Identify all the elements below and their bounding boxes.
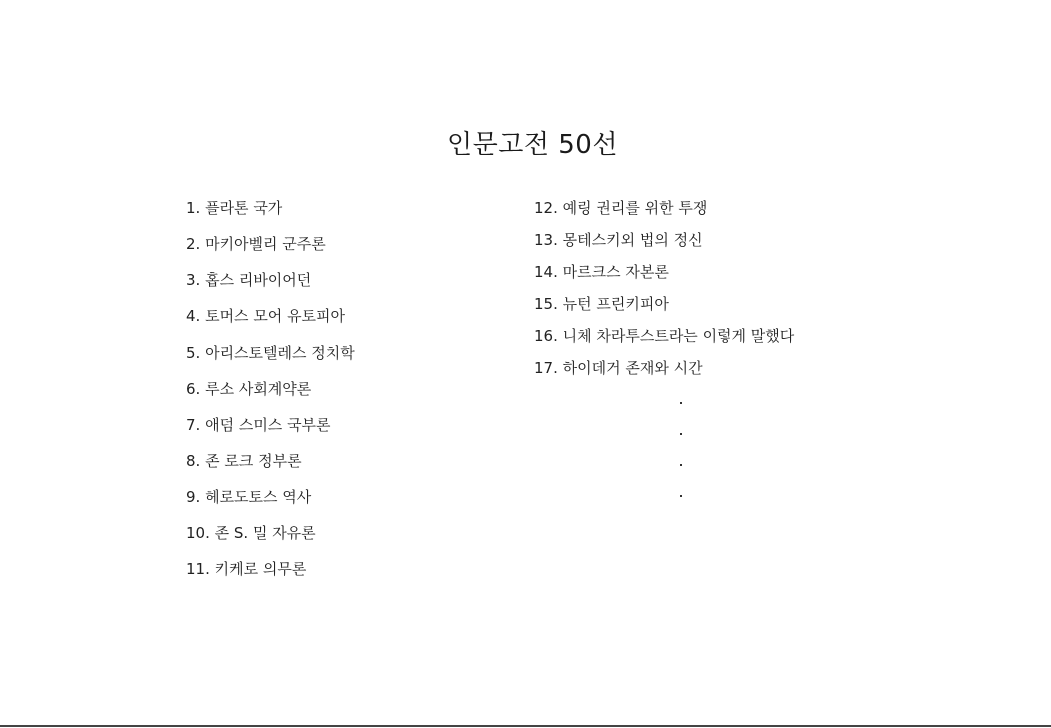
list-item: 13. 몽테스키외 법의 정신	[534, 231, 703, 249]
list-item: 16. 니체 차라투스트라는 이렇게 말했다	[534, 327, 795, 345]
continuation-dot	[680, 433, 682, 435]
list-item: 15. 뉴턴 프린키피아	[534, 295, 669, 313]
list-item: 1. 플라톤 국가	[186, 199, 283, 217]
list-item: 12. 예링 권리를 위한 투쟁	[534, 199, 708, 217]
list-item: 17. 하이데거 존재와 시간	[534, 359, 703, 377]
list-item: 10. 존 S. 밀 자유론	[186, 524, 316, 542]
list-item: 14. 마르크스 자본론	[534, 263, 669, 281]
list-item: 6. 루소 사회계약론	[186, 380, 312, 398]
bottom-divider	[0, 725, 1051, 727]
list-item: 2. 마키아벨리 군주론	[186, 235, 326, 253]
list-item: 11. 키케로 의무론	[186, 560, 307, 578]
list-item: 7. 애덤 스미스 국부론	[186, 416, 331, 434]
list-item: 4. 토머스 모어 유토피아	[186, 307, 346, 325]
continuation-dot	[680, 402, 682, 404]
list-item: 8. 존 로크 정부론	[186, 452, 302, 470]
page-title: 인문고전 50선	[447, 130, 618, 160]
continuation-dot	[680, 495, 682, 497]
list-item: 3. 홉스 리바이어던	[186, 271, 312, 289]
list-item: 9. 헤로도토스 역사	[186, 488, 312, 506]
continuation-dot	[680, 464, 682, 466]
list-item: 5. 아리스토텔레스 정치학	[186, 344, 355, 362]
